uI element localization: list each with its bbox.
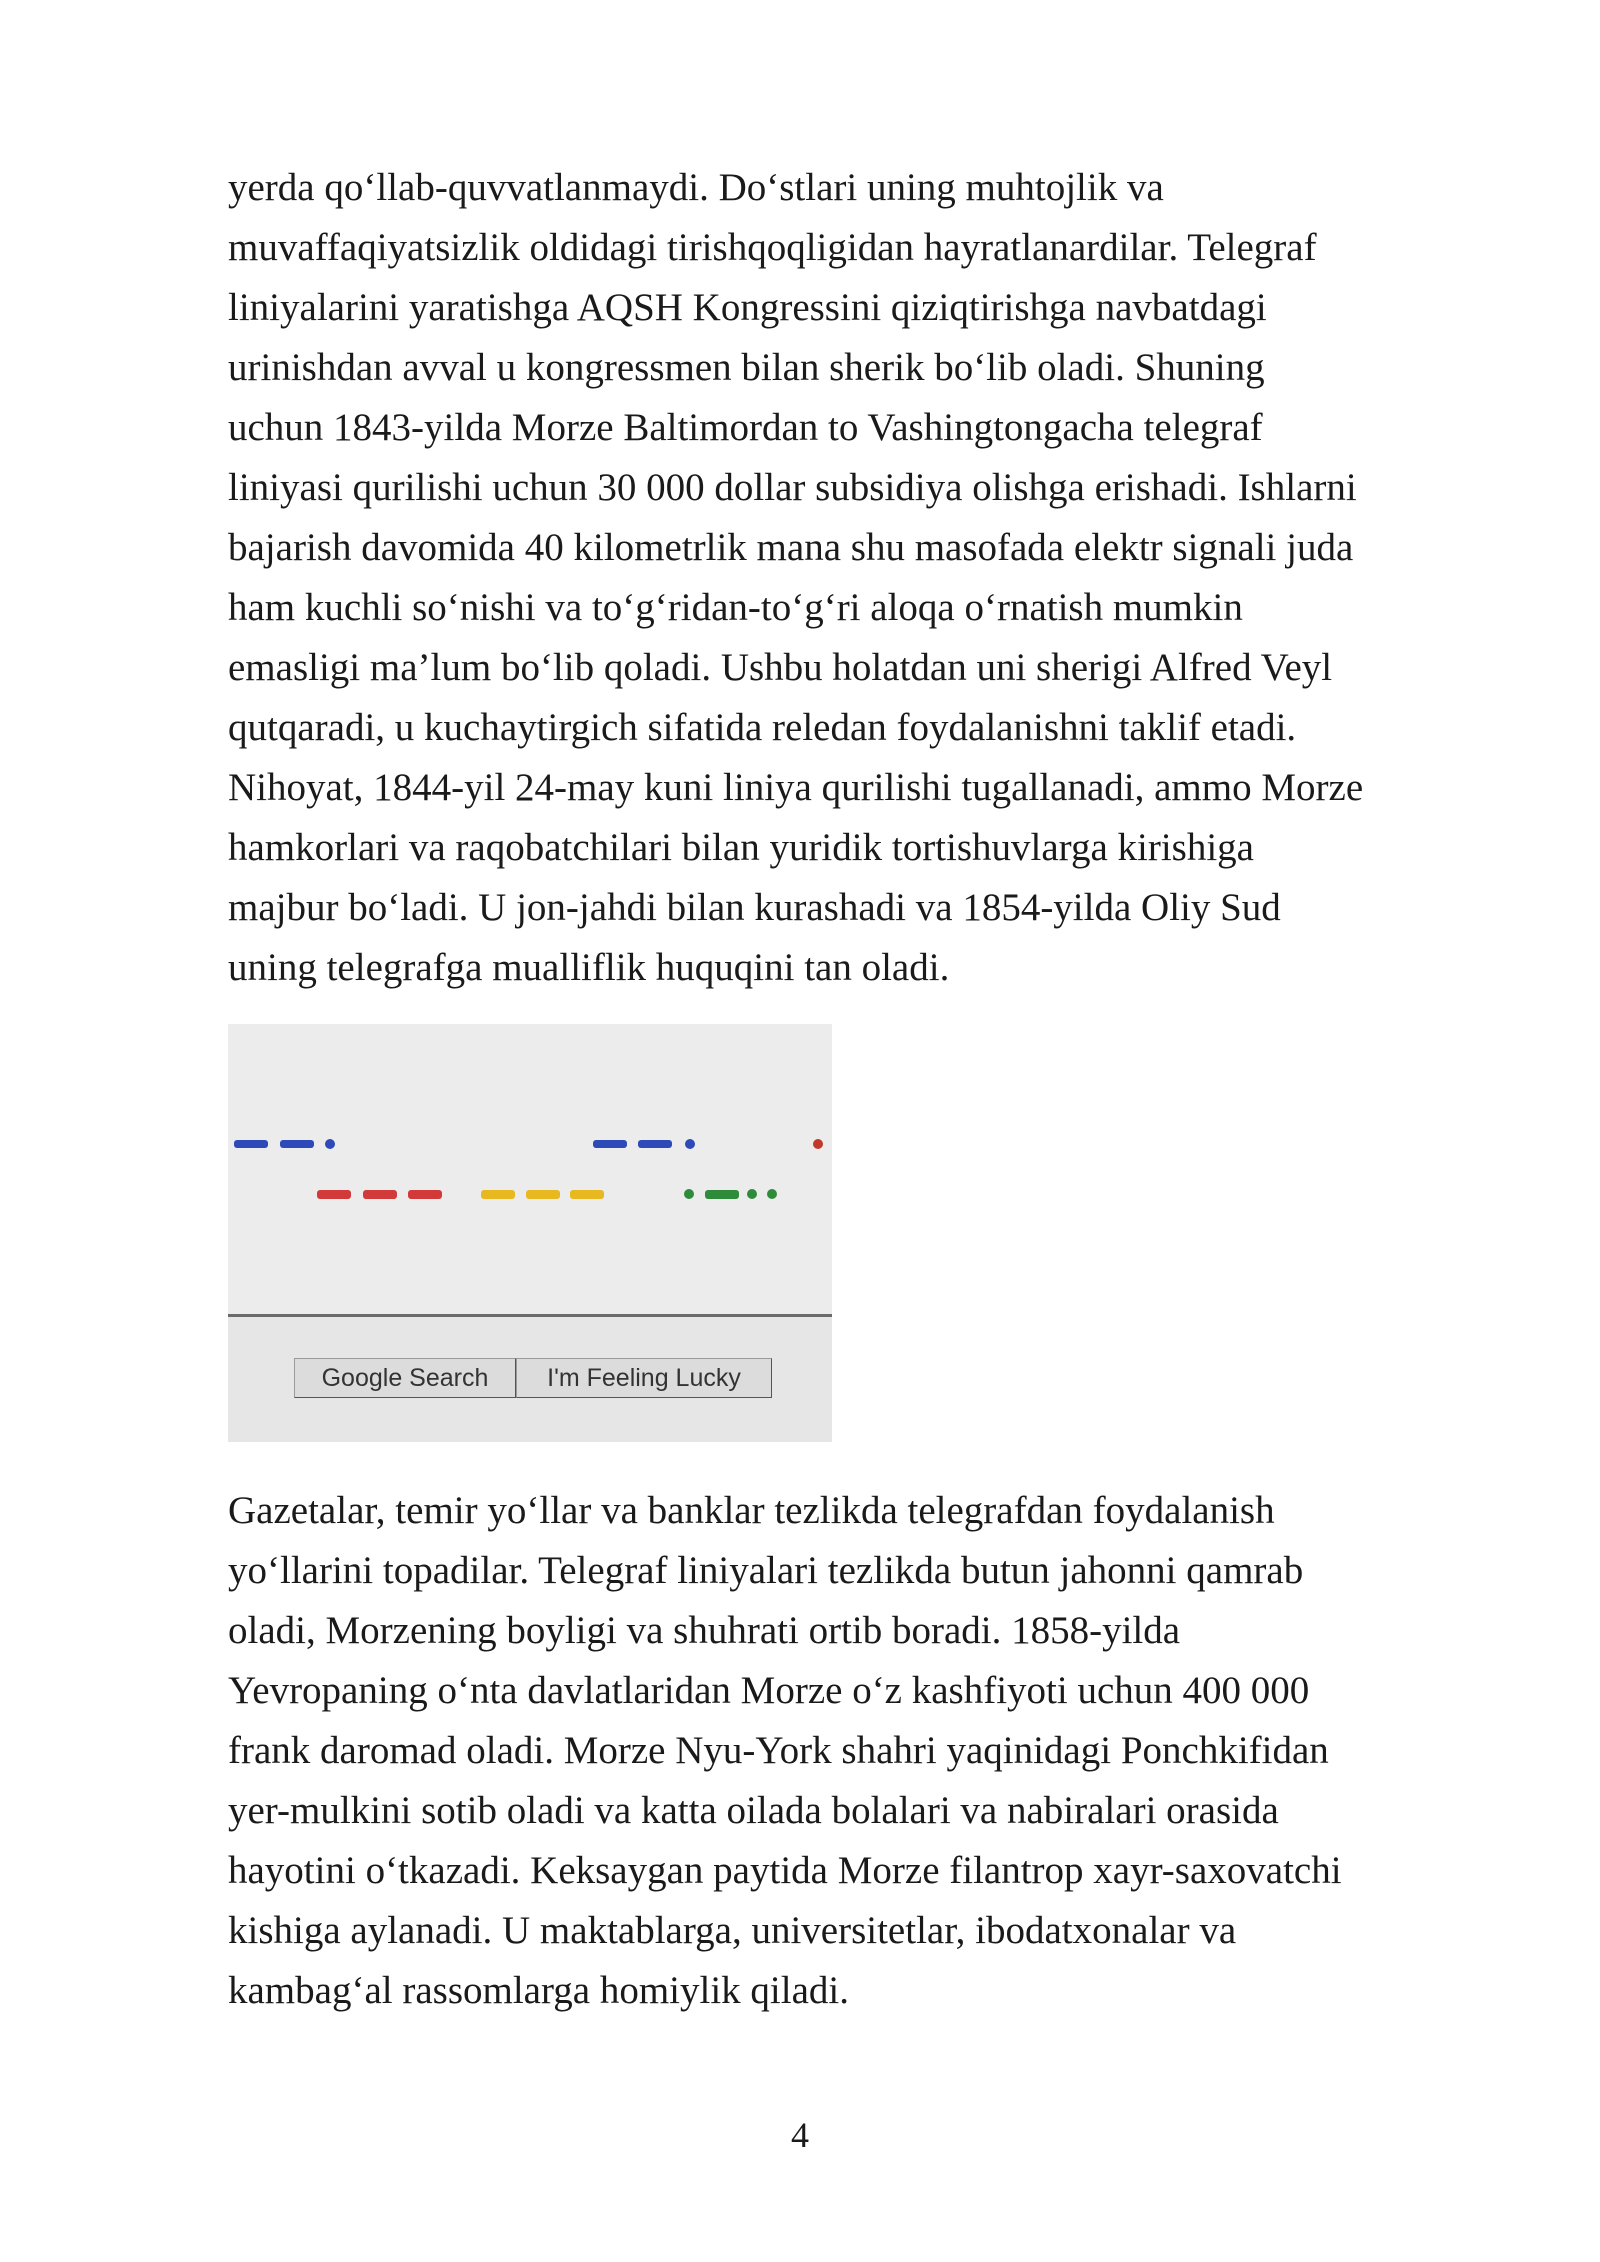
morse-dash xyxy=(317,1190,351,1199)
text-line: urinishdan avval u kongressmen bilan sherik bo‘lib oladi. Shuning xyxy=(228,346,1265,389)
google-search-button[interactable]: Google Search xyxy=(294,1358,516,1398)
morse-dash xyxy=(363,1190,397,1199)
morse-code-logo-icon xyxy=(228,1024,832,1314)
text-line: uning telegrafga mualliflik huquqini tan oladi. xyxy=(228,946,950,989)
text-line: majbur bo‘ladi. U jon-jahdi bilan kurashadi va 1854-yilda Oliy Sud xyxy=(228,886,1281,929)
text-line: ham kuchli so‘nishi va to‘g‘ridan-to‘g‘ri aloqa o‘rnatish mumkin xyxy=(228,586,1243,629)
morse-dash xyxy=(705,1190,739,1199)
morse-dot xyxy=(747,1189,757,1199)
morse-dot xyxy=(684,1189,694,1199)
text-line: uchun 1843-yilda Morze Baltimordan to Vashingtongacha telegraf xyxy=(228,406,1263,449)
text-line: liniyalarini yaratishga AQSH Kongressini qiziqtirishga navbatdagi xyxy=(228,286,1267,329)
text-line: emasligi ma’lum bo‘lib qoladi. Ushbu holatdan uni sherigi Alfred Veyl xyxy=(228,646,1333,689)
text-line: Nihoyat, 1844-yil 24-may kuni liniya qurilishi tugallanadi, ammo Morze xyxy=(228,766,1364,809)
text-line: yerda qo‘llab-quvvatlanmaydi. Do‘stlari uning muhtojlik va xyxy=(228,166,1164,209)
morse-dash xyxy=(234,1140,268,1148)
morse-dot xyxy=(813,1139,823,1149)
text-line: frank daromad oladi. Morze Nyu-York shahri yaqinidagi Ponchkifidan xyxy=(228,1729,1329,1772)
text-line: hayotini o‘tkazadi. Keksaygan paytida Morze filantrop xayr-saxovatchi xyxy=(228,1849,1342,1892)
text-line: hamkorlari va raqobatchilari bilan yuridik tortishuvlarga kirishiga xyxy=(228,826,1254,869)
text-line: Gazetalar, temir yo‘llar va banklar tezlikda telegrafdan foydalanish xyxy=(228,1489,1275,1532)
paragraph-1 xyxy=(228,158,1488,998)
morse-dash xyxy=(408,1190,442,1199)
morse-dot xyxy=(767,1189,777,1199)
morse-dash xyxy=(526,1190,560,1199)
text-line: qutqaradi, u kuchaytirgich sifatida reledan foydalanishni taklif etadi. xyxy=(228,706,1297,749)
paragraph-2 xyxy=(228,1481,1488,2021)
morse-dash xyxy=(280,1140,314,1148)
morse-dash xyxy=(481,1190,515,1199)
text-line: yo‘llarini topadilar. Telegraf liniyalari tezlikda butun jahonni qamrab xyxy=(228,1549,1304,1592)
text-line: muvaffaqiyatsizlik oldidagi tirishqoqligidan hayratlanardilar. Telegraf xyxy=(228,226,1317,269)
google-morse-logo-figure xyxy=(228,1024,832,1442)
text-line: Yevropaning o‘nta davlatlaridan Morze o‘z kashfiyoti uchun 400 000 xyxy=(228,1669,1310,1712)
morse-dash xyxy=(593,1140,627,1148)
morse-dot xyxy=(325,1139,335,1149)
text-line: kishiga aylanadi. U maktablarga, universitetlar, ibodatxonalar va xyxy=(228,1909,1237,1952)
text-line: oladi, Morzening boyligi va shuhrati ortib boradi. 1858-yilda xyxy=(228,1609,1181,1652)
feeling-lucky-button[interactable]: I'm Feeling Lucky xyxy=(516,1358,772,1398)
morse-dot xyxy=(685,1139,695,1149)
text-line: liniyasi qurilishi uchun 30 000 dollar subsidiya olishga erishadi. Ishlarni xyxy=(228,466,1357,509)
morse-dash xyxy=(638,1140,672,1148)
text-line: kambag‘al rassomlarga homiylik qiladi. xyxy=(228,1969,849,2012)
morse-dash xyxy=(570,1190,604,1199)
page-number: 4 xyxy=(791,2115,809,2155)
text-line: bajarish davomida 40 kilometrlik mana shu masofada elektr signali juda xyxy=(228,526,1354,569)
text-line: yer-mulkini sotib oladi va katta oilada bolalari va nabiralari orasida xyxy=(228,1789,1279,1832)
